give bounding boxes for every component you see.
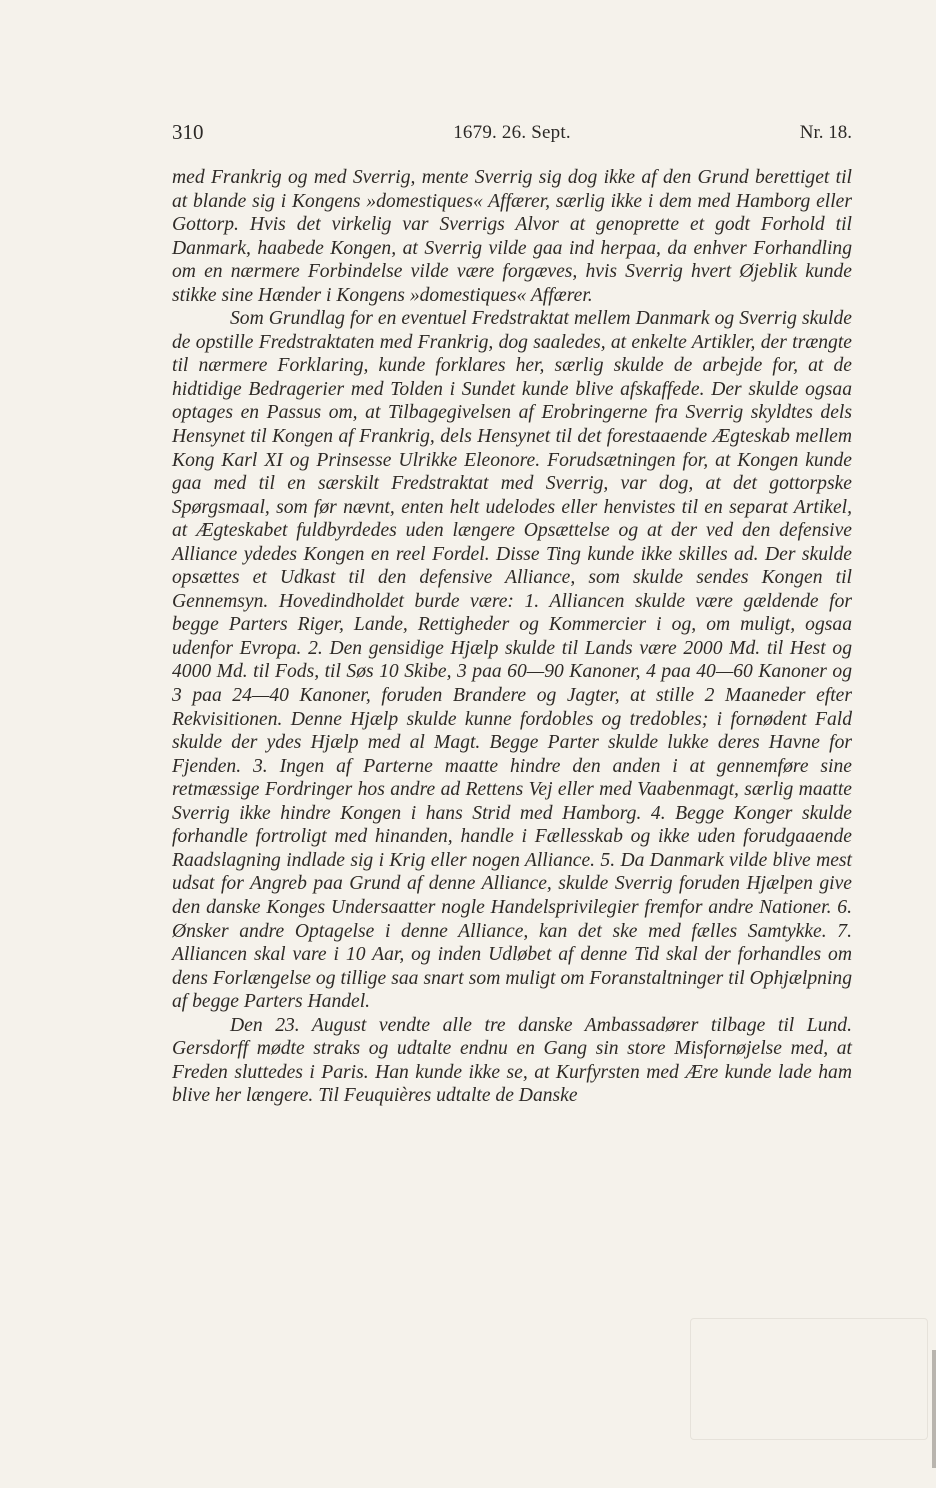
page-header bbox=[172, 120, 852, 144]
scan-artifact-box bbox=[690, 1318, 928, 1440]
paragraph-august-23: Den 23. August vendte alle tre danske Ambassadører tilbage til Lund. Gersdorff mødte straks og udtalte endnu en Gang sin store Misfornøjelse med, at Freden sluttedes i Paris. Han kunde ikke se, at Kurfyrsten med Ære kunde lade ham blive her længere. Til Feuquières udtalte de Danske bbox=[172, 1014, 852, 1107]
scan-artifact-edge bbox=[932, 1350, 936, 1468]
paragraph-treaty-terms: Som Grundlag for en eventuel Fredstraktat mellem Danmark og Sverrig skulde de opstille Fredstraktaten med Frankrig, dog saaledes, at enkelte Artikler, der trængte til nærmere Forklaring, kunde forklares her, særlig skulde de arbejde for, at de hidtidige Bedragerier med Tolden i Sundet kunde blive afskaffede. Der skulde ogsaa optages en Passus om, at Tilbagegivelsen af Erobringerne fra Sverrig skyldtes dels Hensynet til Kongen af Frankrig, dels Hensynet til det forestaaende Ægteskab mellem Kong Karl XI og Prinsesse Ulrikke Eleonore. Forudsætningen for, at Kongen kunde gaa med til en særskilt Fredstraktat med Sverrig, var dog, at det gottorpske Spørgsmaal, som før nævnt, enten helt udelodes eller henvistes til en separat Artikel, at Ægteskabet fuldbyrdedes uden længere Opsættelse og at der ved den defensive Alliance ydedes Kongen en reel Fordel. Disse Ting kunde ikke skilles ad. Der skulde opsættes et Udkast til den defensive Alliance, som skulde sendes Kongen til Gennemsyn. Hovedindholdet burde være: 1. Alliancen skulde være gældende for begge Parters Riger, Lande, Rettigheder og Kommercier i og, om muligt, ogsaa udenfor Evropa. 2. Den gensidige Hjælp skulde til Lands være 2000 Md. til Hest og 4000 Md. til Fods, til Søs 10 Skibe, 3 paa 60—90 Kanoner, 4 paa 40—60 Kanoner og 3 paa 24—40 Kanoner, foruden Brandere og Jagter, at stille 2 Maaneder efter Rekvisitionen. Denne Hjælp skulde kunne fordobles og tredobles; i fornødent Fald skulde der ydes Hjælp med al Magt. Begge Parter skulde lukke deres Havne for Fjenden. 3. Ingen af Parterne maatte hindre den anden i at gennemføre sine retmæssige Fordringer hos andre ad Rettens Vej eller med Vaabenmagt, særlig maatte Sverrig ikke hindre Kongen i hans Strid med Hamborg. 4. Begge Konger skulde forhandle fortroligt med hinanden, handle i Fællesskab og ikke uden forudgaaende Raadslagning indlade sig i Krig eller nogen Alliance. 5. Da Danmark vilde blive mest udsat for Angreb paa Grund af denne Alliance, skulde Sverrig foruden Hjælpen give den danske Konges Undersaatter nogle Handelsprivilegier fremfor andre Nationer. 6. Ønsker andre Optagelse i denne Alliance, kan det ske med fælles Samtykke. 7. Alliancen skal vare i 10 Aar, og inden Udløbet af denne Tid skal der forhandles om dens Forlængelse og tillige saa snart som muligt om Foranstaltninger til Ophjælpning af begge Parters Handel. bbox=[172, 308, 852, 1013]
running-title: 1679. 26. Sept. bbox=[453, 122, 571, 143]
paragraph-continuation: med Frankrig og med Sverrig, mente Sverrig sig dog ikke af den Grund berettiget til at blande sig i Kongens »domestiques« Affærer, særlig ikke i dem med Hamborg eller Gottorp. Hvis det virkelig var Sverrigs Alvor at genoprette et godt Forhold til Danmark, haabede Kongen, at Sverrig vilde gaa ind herpaa, da enhver Forhandling om en nærmere Forbindelse vilde være forgæves, hvis Sverrig hvert Øjeblik kunde stikke sine Hænder i Kongens »domestiques« Affærer. bbox=[172, 167, 852, 306]
body-text bbox=[172, 166, 852, 1108]
page-number: 310 bbox=[172, 120, 204, 144]
document-number: Nr. 18. bbox=[799, 122, 852, 143]
